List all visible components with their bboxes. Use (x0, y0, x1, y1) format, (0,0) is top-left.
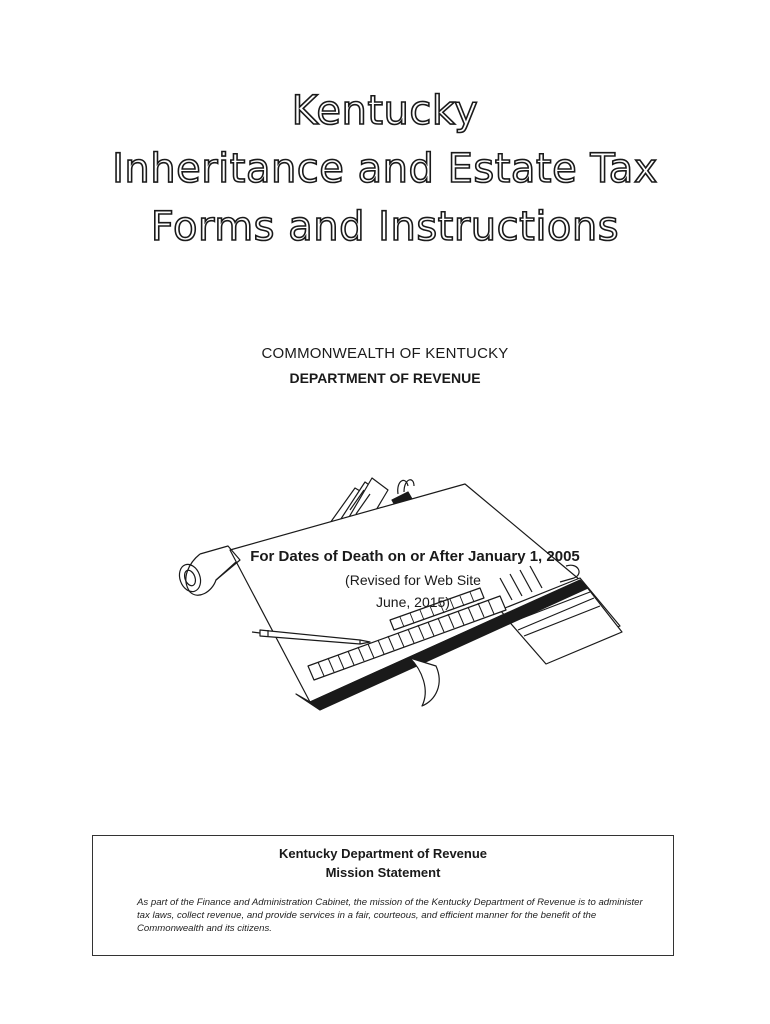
death-date-label: For Dates of Death on or After January 1, 2005 (250, 548, 580, 565)
commonwealth-label: COMMONWEALTH OF KENTUCKY (261, 345, 509, 362)
document-title (0, 82, 770, 256)
title-line-tax: Inheritance and Estate Tax (112, 146, 658, 192)
mission-statement-text: As part of the Finance and Administration Cabinet, the mission of the Kentucky Department of Revenue is to administer tax laws, collect revenue, and provide services in a fair, courteous, and efficient manner for the benefit of the Commonwealth and its citizens. (137, 897, 643, 934)
revision-label: (Revised for Web Site (345, 572, 481, 588)
title-line-state: Kentucky (291, 88, 479, 134)
mission-statement-box (92, 835, 674, 956)
department-label: DEPARTMENT OF REVENUE (289, 370, 481, 386)
agency-header (0, 344, 770, 388)
title-line-forms: Forms and Instructions (150, 204, 620, 250)
mission-statement-heading: Mission Statement (325, 865, 441, 880)
mission-department-heading: Kentucky Department of Revenue (278, 846, 488, 861)
revision-date-label: June, 2015) (376, 594, 450, 610)
